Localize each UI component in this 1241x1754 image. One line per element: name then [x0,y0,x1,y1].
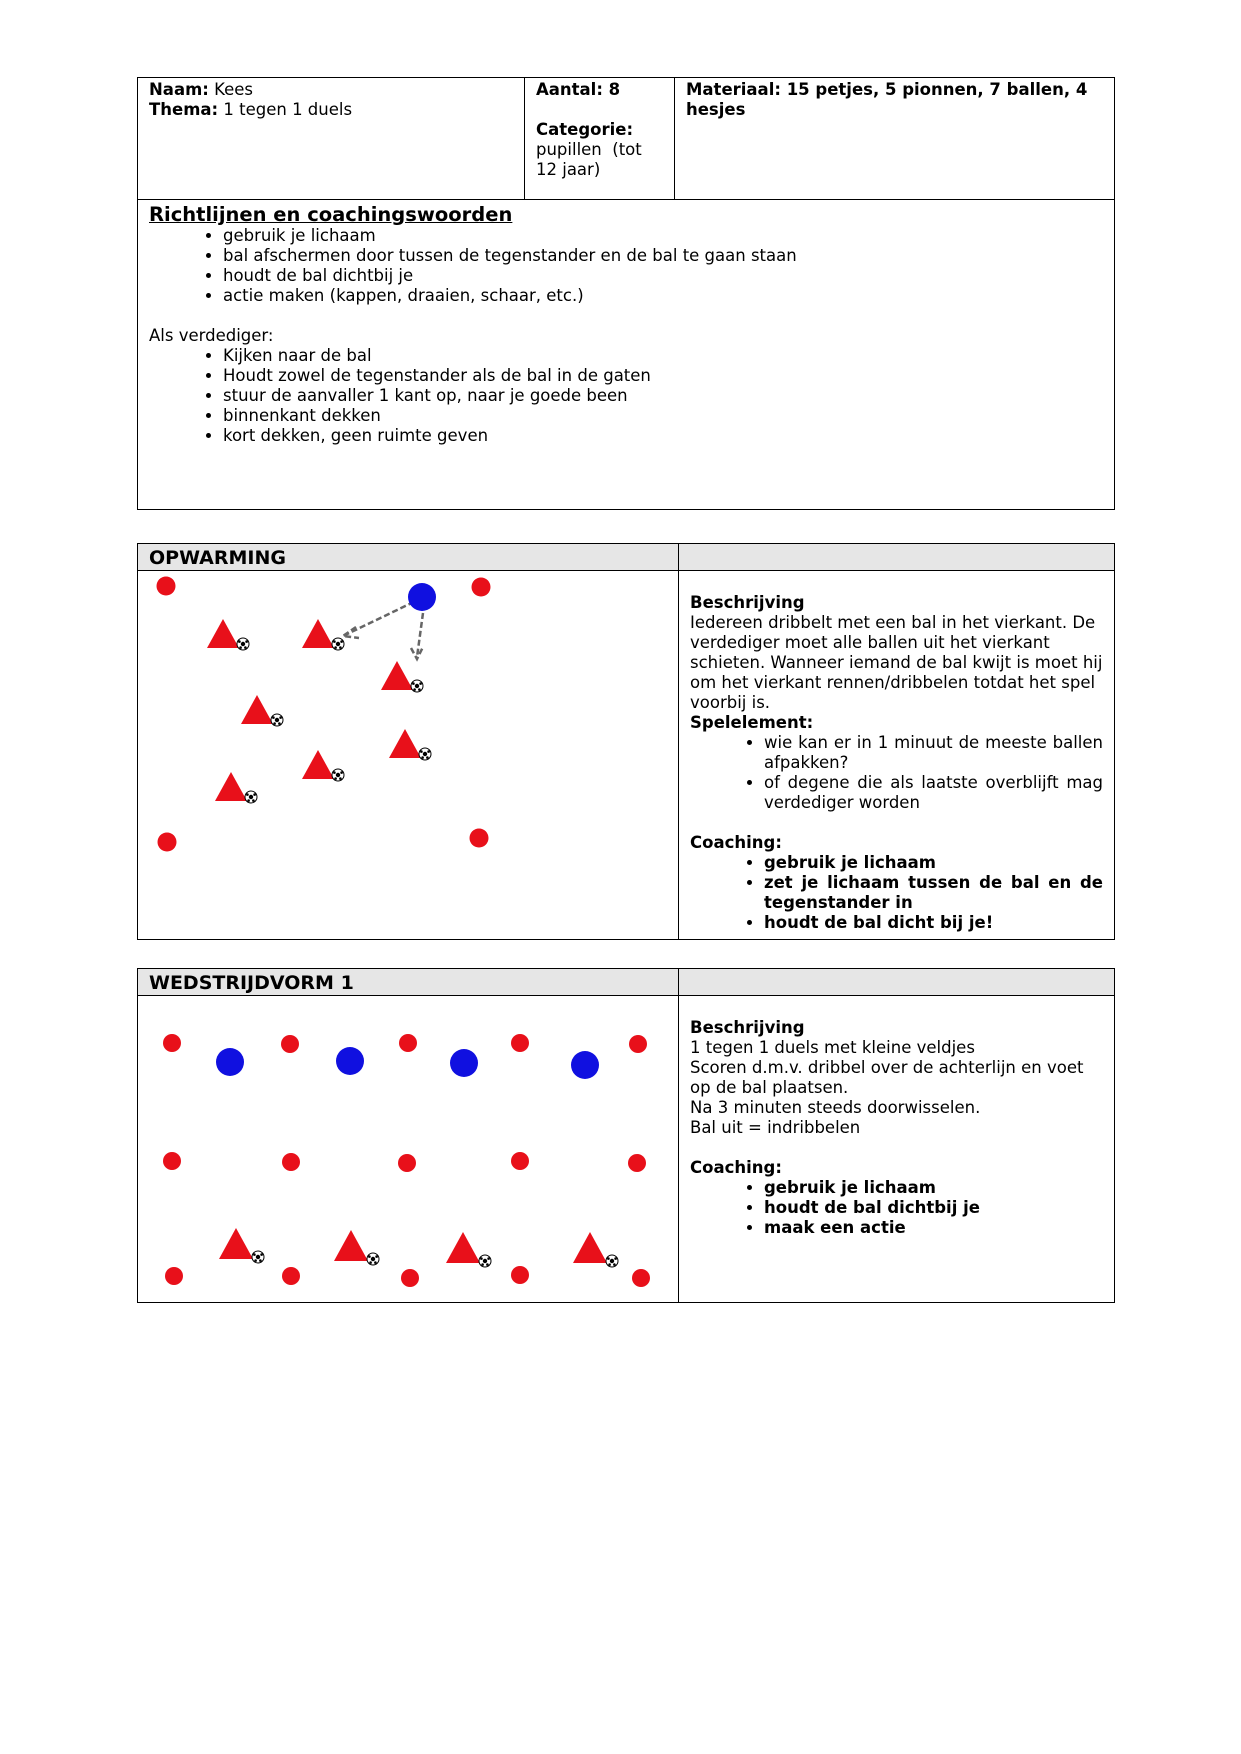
cone-dot [470,829,489,848]
list-item: • Kijken naar de bal [223,346,1103,366]
cone-dot [157,577,176,596]
defender-list [149,346,1103,446]
cone-dot [511,1034,529,1052]
cone-dot [399,1034,417,1052]
aantal: Aantal: 8 [536,80,621,99]
opwarming-field-svg [138,571,678,939]
attackers [207,619,431,803]
opwarming-diagram [138,571,679,940]
wedstrijdvorm-text [679,996,1115,1303]
list-item: • wie kan er in 1 minuut de meeste ballen afpakken? [764,733,1103,773]
cone-dot [282,1153,300,1171]
wedstrijdvorm-diagram [138,996,679,1303]
cone-dot [163,1152,181,1170]
opwarming-text [679,571,1115,940]
beschrijving-line: Bal uit = indribbelen [690,1118,861,1137]
attacker-player [302,619,344,650]
defender-player [336,1047,364,1075]
attacker-player [573,1232,618,1267]
list-item: • gebruik je lichaam [223,226,1103,246]
materiaal: Materiaal: 15 petjes, 5 pionnen, 7 ballen, 4 hesjes [686,80,1088,119]
spelelement-label: Spelelement: [690,713,814,732]
materiaal-cell [675,78,1115,200]
list-item: • binnenkant dekken [223,406,1103,426]
list-item: • zet je lichaam tussen de bal en de tegenstander in [764,873,1103,913]
cone-dot [628,1154,646,1172]
naam-thema-cell [138,78,525,200]
attacker-player [334,1230,379,1265]
cone-dot [398,1154,416,1172]
opwarming-table [137,543,1115,940]
naam-value: Kees [214,80,254,99]
list-item: • maak een actie [764,1218,1103,1238]
cone-dot [472,578,491,597]
beschrijving-line: Na 3 minuten steeds doorwisselen. [690,1098,981,1117]
list-item: • houdt de bal dicht bij je! [764,913,1103,933]
list-item: • actie maken (kappen, draaien, schaar, etc.) [223,286,1103,306]
pass-arrows [343,598,423,659]
defender-player [408,583,436,611]
wedstrijdvorm-field-svg [138,996,678,1302]
thema-value: 1 tegen 1 duels [223,100,353,119]
naam-label: Naam: [149,80,209,99]
attacker-player [219,1228,264,1263]
attacker-player [302,750,344,781]
defender-label: Als verdediger: [149,326,274,345]
beschrijving-text: Iedereen dribbelt met een bal in het vierkant. De verdediger moet alle ballen uit het vierkant schieten. Wanneer iemand de bal kwijt is moet hij om het vierkant rennen/dribbelen totdat het spel voorbij is. [690,613,1103,712]
list-item: • gebruik je lichaam [764,853,1103,873]
attacker-player [241,695,283,726]
wedstrijdvorm-table [137,968,1115,1303]
wedstrijdvorm-header-empty [679,969,1115,996]
info-table [137,77,1115,510]
aantal-cell [525,78,675,200]
coaching-label: Coaching: [690,833,782,852]
beschrijving-label: Beschrijving [690,593,805,612]
coaching-list [690,853,1103,933]
coaching-list [690,1178,1103,1238]
guidelines-cell [138,200,1115,510]
list-item: • stuur de aanvaller 1 kant op, naar je goede been [223,386,1103,406]
attacker-player [389,729,431,760]
attackers [219,1228,618,1267]
thema-label: Thema: [149,100,219,119]
list-item: • gebruik je lichaam [764,1178,1103,1198]
wedstrijdvorm-title: WEDSTRIJDVORM 1 [138,969,679,996]
cone-dot [282,1267,300,1285]
beschrijving-line: 1 tegen 1 duels met kleine veldjes [690,1038,975,1057]
attacker-player [207,619,249,650]
spelelement-list [690,733,1103,813]
guidelines-title: Richtlijnen en coachingswoorden [149,203,513,226]
cone-dot [629,1035,647,1053]
defender-player [216,1048,244,1076]
categorie-value: pupillen (tot 12 jaar) [536,140,647,179]
attacker-player [381,661,423,692]
opwarming-title: OPWARMING [138,544,679,571]
list-item: • houdt de bal dichtbij je [223,266,1103,286]
attacker-player [215,772,257,803]
cone-dot [165,1267,183,1285]
cone-dots [157,577,491,852]
cone-dot [632,1269,650,1287]
list-item: • Houdt zowel de tegenstander als de bal in de gaten [223,366,1103,386]
list-item: • kort dekken, geen ruimte geven [223,426,1103,446]
cone-dot [158,833,177,852]
defender-player [450,1049,478,1077]
opwarming-header-empty [679,544,1115,571]
beschrijving-line: Scoren d.m.v. dribbel over de achterlijn en voet op de bal plaatsen. [690,1058,1084,1097]
cone-dot [281,1035,299,1053]
coaching-label: Coaching: [690,1158,782,1177]
attacker-player [446,1232,491,1267]
cone-dot [511,1152,529,1170]
list-item: • bal afschermen door tussen de tegenstander en de bal te gaan staan [223,246,1103,266]
defender-player [571,1051,599,1079]
beschrijving-label: Beschrijving [690,1018,805,1037]
list-item: • of degene die als laatste overblijft mag verdediger worden [764,773,1103,813]
categorie-label: Categorie: [536,120,634,139]
cone-dot [401,1269,419,1287]
cone-dot [163,1034,181,1052]
guidelines-list [149,226,1103,306]
list-item: • houdt de bal dichtbij je [764,1198,1103,1218]
cone-dot [511,1266,529,1284]
